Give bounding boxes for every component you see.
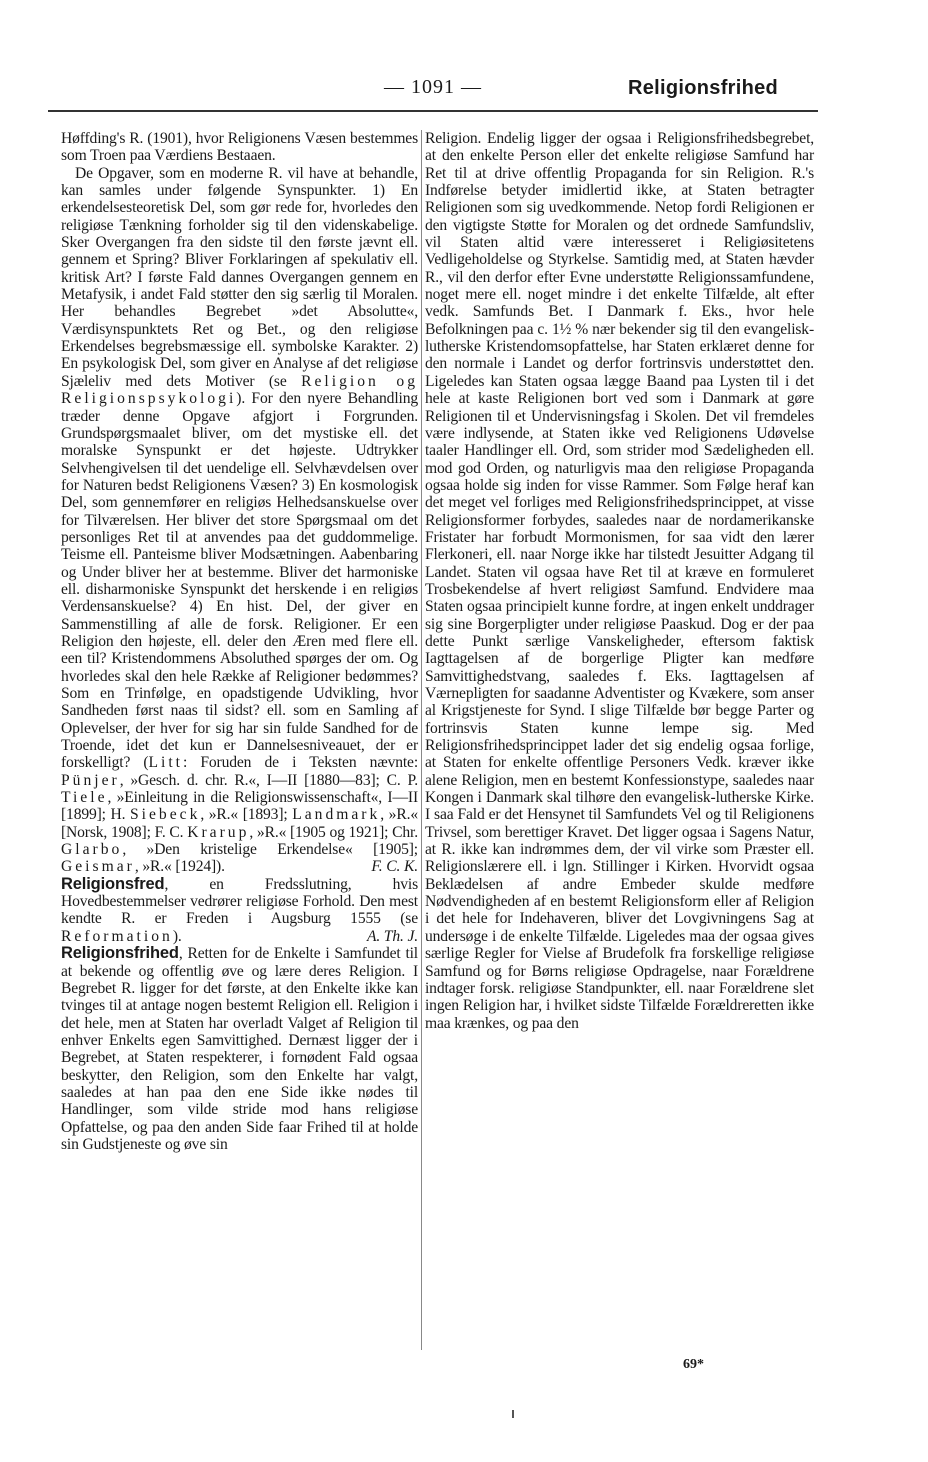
headword-religionsfred: Religionsfred xyxy=(61,874,165,893)
sheet-signature: 69* xyxy=(683,1357,704,1372)
header-rule xyxy=(48,110,818,112)
author-geismar: Geismar xyxy=(61,858,135,876)
literature-text: , »R.« [1893]; xyxy=(200,806,293,824)
right-column xyxy=(425,130,814,1032)
religionsfred-end: ). xyxy=(172,927,182,945)
scan-speck xyxy=(512,1410,514,1418)
cross-reference-religionspsykologi: Religion og Religionspsykologi xyxy=(61,372,418,408)
religionsfred-text: , en Fredsslutning, hvis Hovedbestemmelser vedrører religiøse Forhold. Den mest kendte R. er Freden i Augsburg 1555 (se xyxy=(61,875,418,928)
headword-religionsfrihed: Religionsfrihed xyxy=(61,944,179,963)
signature-fck: F. C. K. xyxy=(371,858,418,876)
paragraph-opgaver xyxy=(61,165,418,876)
opgaver-text-a: De Opgaver, som en moderne R. vil have at behandle, kan samles under følgende Synspunkter. 1) En erkendelsesteoretisk Del, som gør rede for, hvorledes den religiøse Tænkning forholder sig til den videnskabelige. Sker Overgangen fra den sidste til den første jævnt ell. gennem et Spring? Bliver Forklaringen af spekulativ ell. kritisk Art? I første Fald dannes Overgangen gennem en Metafysik, i andet Fald støtter den sig særlig til Moralen. Her behandles Begrebet »det Absolutte«, Værdisynspunktets Ret og Bet., og den religiøse Erkendelses begrebsmæssige ell. symbolske Karakter. 2) En psykologisk Del, som giver en Analyse af det religiøse Sjæleliv med dets Motiver (se xyxy=(61,164,418,390)
author-glarbo: Glarbo xyxy=(61,841,123,859)
literature-label: Litt xyxy=(148,754,183,772)
author-landmark: Landmark xyxy=(292,806,381,824)
literature-text: , »Den kristelige Erkendelse« [1905]; xyxy=(122,841,418,859)
literature-text: , »R.« [Norsk, 1908]; F. C. xyxy=(61,806,418,841)
entry-religionsfrihed xyxy=(61,945,418,1153)
literature-text: : Foruden de i Teksten nævnte: xyxy=(183,754,418,772)
cross-reference-reformation: Reformation xyxy=(61,927,173,945)
literature-text: , »Gesch. d. chr. R.«, I—II [1880—83]; C. P. xyxy=(119,771,418,789)
religionsfrihed-text: , Retten for de Enkelte i Samfundet til at bekende og offentlig øve og lære deres Religion. I Begrebet R. ligger for det første, at den Enkelte ikke kan tvinges til at antage nogen bestemt Religion ell. Religion i det hele, men at Staten har overladt Valget af Religion til enhver Enkelts egen Samvittighed. Dernæst ligger der i Begrebet, at Staten respekterer, i fornødent Fald ogsaa beskytter, den Religion, som den Enkelte har valgt, saaledes at han paa den ene Side ikke nødes til Handlinger, som vilde stride mod hans religiøse Opfattelse, og paa den anden Side faar Frihed til at holde sin Gudstjeneste og øve sin xyxy=(61,945,418,1153)
literature-text: , »R.« [1905 og 1921]; Chr. xyxy=(249,823,418,841)
entry-religionsfred xyxy=(61,876,418,945)
literature-text: , »Einleitung in die Religionswissenschaft«, I—II [1899]; H. xyxy=(61,789,418,824)
column-divider xyxy=(421,130,422,1350)
opgaver-text-b: ). For den nyere Behandling træder denne Opgave afgjort i Forgrunden. Grundspørgsmaalet bliver, om det mystiske ell. det moralske Synspunkt er det højeste. Udtrykker Selvhengivelsen til det uendelige ell. Selvhævdelsen over for Naturen bedst Religionens Væsen? 3) En kosmologisk Del, som gennemfører en religiøs Helhedsanskuelse over for Tilværelsen. Her bliver det store Spørgsmaal om det personliges Ret til at anvendes paa det guddommelige. Teisme ell. Panteisme bliver Modsætningen. Aabenbaring og Under bliver her at bestemme. Bliver det harmoniske ell. disharmoniske Synspunkt det herskende i en religiøs Verdensanskuelse? 4) En hist. Del, der giver en Sammenstilling af alle de forsk. Religioner. Er een Religion den højeste, ell. deler den Æren med flere ell. een til? Kristendommens Absoluthed spørges der om. Og hvorledes skal den hele Række af Religioner bedømmes? Som en Trinfølge, en opadstigende Udvikling, hvor Sandheden først naas til sidst? ell. som en Samling af Oplevelser, der hver for sig har sin fulde Sandhed for de Troende, idet det kun er Dannelsesniveauet, der er forskelligt? ( xyxy=(61,390,418,772)
paragraph-hoffding: Høffding's R. (1901), hvor Religionens Væsen bestemmes som Troen paa Værdiens Bestaaen. xyxy=(61,130,418,165)
author-siebeck: Siebeck xyxy=(130,806,201,824)
literature-text: , »R.« [1924]). xyxy=(134,858,225,876)
author-punjer: Pünjer xyxy=(61,771,120,789)
left-column xyxy=(61,130,418,1153)
running-title: Religionsfrihed xyxy=(628,77,779,99)
author-krarup: Krarup xyxy=(187,823,250,841)
page-number: — 1091 — xyxy=(384,76,482,98)
signature-athj: A. Th. J. xyxy=(366,927,418,945)
author-tiele: Tiele xyxy=(61,789,108,807)
religionsfrihed-continued: Religion. Endelig ligger der ogsaa i Religionsfrihedsbegrebet, at den enkelte Person eller det enkelte religiøse Samfund har Ret til at drive offentlig Propaganda for sin Religion. R.'s Indførelse betyder imidlertid ikke, at Staten betragter Religionen som sig uvedkommende. Netop fordi Religionen er den vigtigste Støtte for Moralen og det ordnede Samfundsliv, vil Staten altid være interesseret i Religiøsitetens Vedligeholdelse og Styrkelse. Samtidig med, at Staten hævder R., vil den derfor efter Evne understøtte Religionssamfundene, noget mere ell. noget mindre i det enkelte Tilfælde, alt efter vedk. Samfunds Bet. I Danmark f. Eks., hvor hele Befolkningen paa c. 1½ % nær bekender sig til den evangelisk-lutherske Kristendomsopfattelse, har Staten erklæret denne for den normale i Landet og derfor fortrinsvis understøttet den. Ligeledes kan Staten ogsaa lægge Baand paa Lysten til i det hele at kaste Religionen bort ved som i Danmark at gøre Religionen til et Undervisningsfag i Skolen. Det vil fremdeles være indlysende, at Staten ikke ved Religionens Udøvelse taaler Handlinger ell. Ord, som strider mod Sædeligheden ell. mod god Orden, og naturligvis maa den religiøse Propaganda ogsaa holde sig inden for visse Rammer. Som Følge heraf kan det meget vel forliges med Religionsfrihedsprincippet, at visse Religionsformer forbydes, saaledes naar de nordamerikanske Fristater har forbudt Mormonismen, for saa vidt den lærer Flerkoneri, ell. naar Norge ikke har tilstedt Jesuitter Adgang til Landet. Staten vil ogsaa have Ret til at kræve en formuleret Trosbekendelse af hvert religiøst Samfund. Endvidere maa Staten ogsaa principielt kunne fordre, at ingen enkelt unddrager sig sine Borgerpligter under religiøse Paaskud. Dog er der paa dette Punkt særlige Vanskeligheder, eftersom faktisk Iagttagelsen af de borgerlige Pligter kan medføre Samvittighedstvang, saaledes f. Eks. Iagttagelsen af Værnepligten for saadanne Adventister og Kvækere, som anser al Krigstjeneste for Synd. I slige Tilfælde bør begge Parter og fortrinsvis Staten kunne lempe sig. Med Religionsfrihedsprincippet lader det sig endelig ogsaa forlige, at Staten for enkelte offentlige Personers Vedk. kræver ikke alene Religion, men en bestemt Konfessionstype, saaledes naar Kongen i Danmark skal tilhøre den evangelisk-lutherske Kirke. I saa Fald er det Hensynet til Samfundets Vel og til Religionens Trivsel, som berettiger Kravet. Det ligger ogsaa i Sagens Natur, at R. ikke kan indrømmes dem, der vil virke som Præster ell. Religionslærere ell. i lgn. Stillinger i Kirken. Hvorvidt ogsaa Beklædelsen af andre Embeder skulde medføre Nødvendigheden af en bestemt Religionsform eller af Religion i det hele for Indehaveren, bliver det Lovgivningens Sag at undersøge i de enkelte Tilfælde. Ligeledes maa der ogsaa gives særlige Regler for Vielse af Brudefolk fra forskellige religiøse Samfund og for Børns religiøse Opdragelse, naar Forældrene indtager forsk. religiøse Standpunkter, ell. naar Forældrene slet ingen Religion har, i hvilket sidste Tilfælde Forældreretten ikke maa krænkes, og paa den xyxy=(425,130,814,1032)
